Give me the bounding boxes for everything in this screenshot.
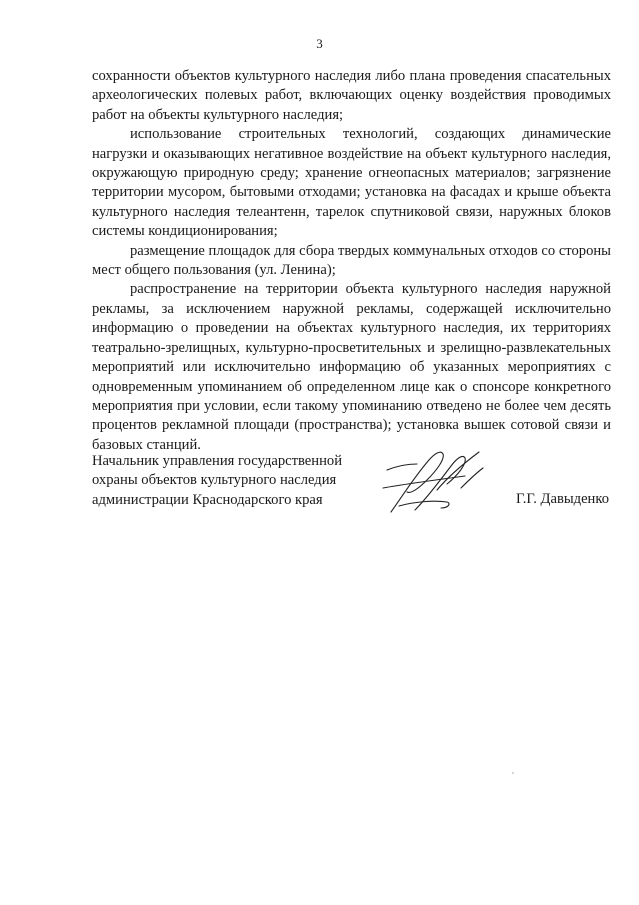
scan-artifact-dot [512,772,514,774]
signature-block [92,452,611,522]
signatory-position-line: Начальник управления государственной [92,453,343,469]
paragraph-construction-restrictions: использование строительных технологий, создающих динамические нагрузки и оказывающих негативное воздействие на объект культурного наследия, окружающую природную среду; хранение огнеопасных материалов; загрязнение территории мусором, бытовыми отходами; установка на фасадах и крыше объекта культурного наследия телеантенн, тарелок спутниковой связи, наружных блоков системы кондиционирования; [92,126,611,240]
page-number: 3 [316,36,323,51]
signatory-name: Г.Г. Давыденко [515,491,609,507]
signatory-position [92,452,382,510]
paragraph-waste-sites: размещение площадок для сбора твердых коммунальных отходов со стороны мест общего пользования (ул. Ленина); [92,242,611,279]
paragraph-advertising-restrictions: распространение на территории объекта культурного наследия наружной рекламы, за исключением наружной рекламы, содержащей исключительно информацию о проведении на объектах культурного наследия, их территориях театрально-зрелищных, культурно-просветительных и зрелищно-развлекательных мероприятий или исключительно информацию об указанных мероприятиях с одновременным упоминанием об определенном лице как о спонсоре конкретного мероприятия при условии, если такому упоминанию отведено не более чем десять процентов рекламной площади (пространства); установка вышек сотовой связи и базовых станций. [92,281,611,453]
handwritten-signature [377,440,497,518]
document-body [92,67,611,455]
paragraph-heritage-preservation: сохранности объектов культурного наследия либо плана проведения спасательных археологических полевых работ, включающих оценку воздействия проводимых работ на объекты культурного наследия; [92,68,611,123]
signatory-position-line: охраны объектов культурного наследия [92,472,337,489]
signatory-position-line: администрации Краснодарского края [92,491,323,508]
